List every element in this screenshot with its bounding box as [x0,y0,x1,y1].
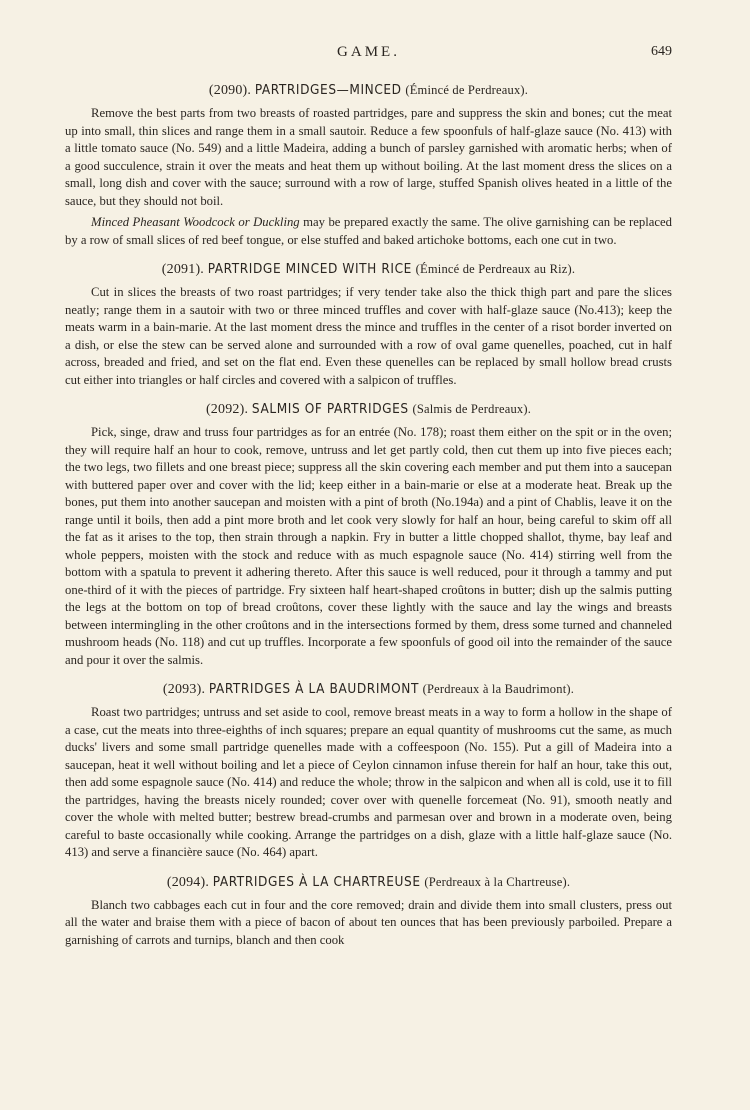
recipe-heading [65,261,672,278]
note-italic: Minced Pheasant Woodcock or Duckling [91,215,300,229]
recipe-title: SALMIS OF PARTRIDGES [251,401,409,417]
recipe-number: (2091). [161,262,205,277]
recipe-2094 [65,874,672,950]
recipe-title: PARTRIDGES À LA CHARTREUSE [212,873,421,890]
recipe-heading [65,401,672,418]
recipe-paragraph: Remove the best parts from two breasts of roasted partridges, pare and suppress the skin and bones; cut the meat up into small, thin slices and range them in a small sautoir. Reduce a few spoonfuls of half-glaze sauce (No. 413) with a little tomato sauce (No. 549) and a little Madeira, adding a bunch of parsley garnished with aromatic herbs; when of a good succulence, strain it over the meats and heat them up without boiling. At the last moment dress the slices on a small, long dish and cover with the sauce; surround with a row of large, stuffed Spanish olives heated in a little of the sauce, but they should not boil. [65,106,672,208]
recipe-heading [65,82,672,99]
recipe-paragraph: Blanch two cabbages each cut in four and the core removed; drain and divide them into small clusters, press out all the water and braise them with a piece of bacon of about ten ounces that has been previously parboiled. Prepare a garnishing of carrots and turnips, blanch and then cook [65,897,672,947]
recipe-subtitle: (Salmis de Perdreaux). [412,402,532,416]
recipe-title: PARTRIDGES—MINCED [254,82,402,98]
note-text: may be prepared exactly the same. The olive garnishing can be replaced by a row of small slices of red beef tongue, or else stuffed and baked artichoke bottoms, each one cut in two. [65,215,672,247]
recipe-subtitle: (Perdreaux à la Baudrimont). [422,682,575,696]
recipe-note [65,214,672,249]
recipe-number: (2093). [162,682,206,697]
recipe-paragraph: Roast two partridges; untruss and set aside to cool, remove breast meats in a way to form a hollow in the shape of a case, cut the meats into three-eighths of inch squares; prepare an equal quantity of mushrooms cut the same, as much ducks' livers and some small partridge quenelles made with a coffeespoon (No. 155). Put a gill of Madeira into a saucepan, heat it well without boiling and let a piece of Ceylon cinnamon infuse therein for half an hour, take this out, then add some espagnole sauce (No. 414) and reduce the whole; throw in the salpicon and when all is cold, use it to fill the partridges, having the breasts nicely rounded; cover over with quenelle forcemeat (No. 91), smooth neatly and cover the whole with melted butter; bestrew bread-crumbs and parmesan over and brown in a moderate oven, being careful to baste occasionally while cooking. Arrange the partridges on a dish, glaze with a little half-glaze sauce (No. 413) and serve a financière sauce (No. 464) apart. [65,705,672,859]
running-title: GAME. [337,44,400,60]
page-number: 649 [651,44,672,59]
recipe-2091 [65,261,672,389]
recipe-2092 [65,401,672,669]
recipe-heading [65,874,672,891]
recipe-heading [65,681,672,698]
recipe-paragraph: Cut in slices the breasts of two roast partridges; if very tender take also the thick thigh part and pare the slices neatly; range them in a sautoir with two or three minced truffles and cover with half-glaze sauce (No.413); keep the meats warm in a bain-marie. At the last moment dress the mince and truffles in the center of a risot border inverted on a dish, or else the stew can be served alone and surrounded with a row of oval game quenelles, poached, cut in half across, breaded and fried, and set on the flat end. Even these quenelles can be replaced by small hollow bread crusts cut either into triangles or half circles and covered with a salpicon of truffles. [65,285,672,387]
recipe-subtitle: (Émincé de Perdreaux). [405,83,529,97]
recipe-paragraph: Pick, singe, draw and truss four partridges as for an entrée (No. 178); roast them either on the spit or in the oven; they will require half an hour to cook, remove, untruss and let get partly cold, then cut them up into five pieces each; the two legs, two fillets and one breast piece; suppress all the skin covering each member and put them into a saucepan with buttered paper over and cover with the lid; keep either in a bain-marie or else at a moderate heat. Break up the bones, put them into another saucepan and moisten with a pint of broth (No.194a) and a pint of Chablis, leave it on the range until it boils, then add a pint more broth and let cook very slowly for half an hour, being careful to skim off all the fat as it arises to the top, then strain through a napkin. Fry in butter a little chopped shallot, thyme, bay leaf and whole peppers, moisten with the stock and reduce with as much espagnole sauce (No. 414) stirring well from the bottom with a spatula to prevent it adhering thereto. After this sauce is well reduced, pour it through a tammy and put one-third of it with the pieces of partridge. Fry sixteen half heart-shaped croûtons in butter; dish up the salmis putting the legs at the bottom on top of bread croûtons, cover these lightly with the sauce and lay the wings and breasts between intermingling in the other croûtons and in the intersections formed by them, dress some turned and channeled mushroom heads (No. 118) and cut up truffles. Incorporate a few spoonfuls of good oil into the remainder of the sauce and pour it over the salmis. [65,425,672,667]
recipe-number: (2090). [208,83,252,98]
recipe-title: PARTRIDGE MINCED WITH RICE [207,261,412,277]
recipe-subtitle: (Émincé de Perdreaux au Riz). [415,262,576,276]
recipe-2090 [65,82,672,249]
recipe-title: PARTRIDGES À LA BAUDRIMONT [208,681,419,697]
recipe-number: (2092). [205,402,249,417]
recipe-number: (2094). [166,874,210,890]
running-head [65,40,672,70]
recipe-subtitle: (Perdreaux à la Chartreuse). [424,874,571,889]
recipe-2093 [65,681,672,862]
